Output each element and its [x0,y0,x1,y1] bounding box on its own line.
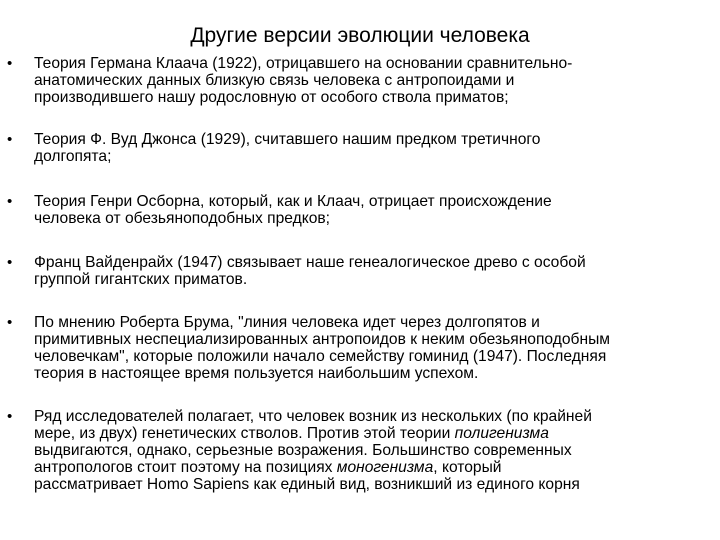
bullet-icon: • [7,314,13,331]
text-line: человека от обезьяноподобных предков; [34,210,330,227]
text-line: По мнению Роберта Брума, "линия человека идет через долгопятов и [34,314,540,331]
text-line: антропологов стоит поэтому на позициях [34,459,337,476]
text-line: производившего нашу родословную от особого ствола приматов; [34,89,509,106]
slide-title: Другие версии эволюции человека [190,24,530,47]
text-line: группой гигантских приматов. [34,271,248,288]
text-line: Теория Германа Клаача (1922), отрицавшего на основании сравнительно- [34,55,573,72]
bullet-icon: • [7,131,13,148]
text-line: рассматривает Homo Sapiens как единый вид, возникший из единого корня [34,476,580,493]
text-line: Франц Вайденрайх (1947) связывает наше генеалогическое древо с особой [34,254,586,271]
term-polygenism: полигенизма [454,425,549,442]
text-line: Теория Генри Осборна, который, как и Клаач, отрицает происхождение [34,193,552,210]
text-line: Теория Ф. Вуд Джонса (1929), считавшего нашим предком третичного [34,131,541,148]
bullet-text [34,193,710,227]
text-line: выдвигаются, однако, серьезные возражения. Большинство современных [34,442,572,459]
bullet-text [34,131,710,165]
bullet-icon: • [7,55,13,72]
bullet-text [34,55,710,106]
bullet-icon: • [7,408,13,425]
text-line: теория в настоящее время пользуется наибольшим успехом. [34,365,479,382]
text-line: долгопята; [34,148,112,165]
bullet-text [34,314,710,382]
text-line: примитивных неспециализированных антропоидов к неким обезьяноподобным [34,331,611,348]
bullet-text [34,408,710,493]
bullet-icon: • [7,254,13,271]
text-line: , который [433,459,502,476]
text-line: мере, из двух) генетических стволов. Против этой теории [34,425,455,442]
bullet-text [34,254,710,288]
text-line: Ряд исследователей полагает, что человек возник из нескольких (по крайней [34,408,592,425]
bullet-icon: • [7,193,13,210]
term-monogenism: моногенизма [336,459,434,476]
text-line: анатомических данных близкую связь человека с антропоидами и [34,72,515,89]
text-line: человечкам", которые положили начало семейству гоминид (1947). Последняя [34,348,607,365]
